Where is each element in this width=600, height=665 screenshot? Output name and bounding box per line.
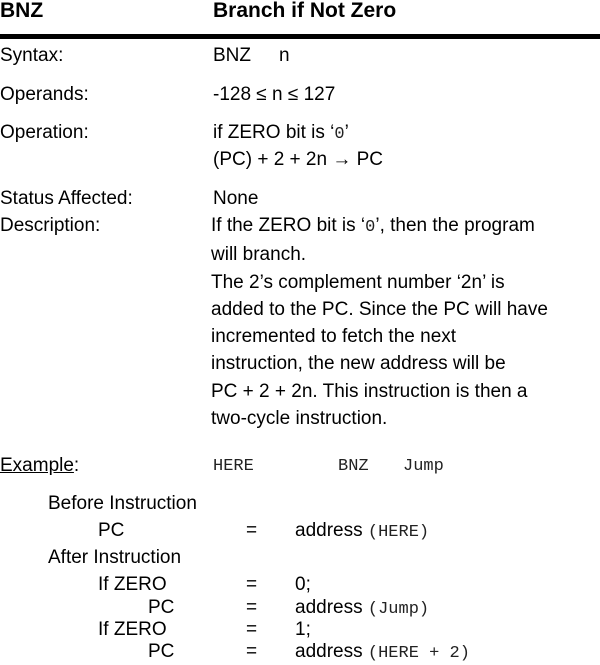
example-code-operand: Jump: [403, 457, 444, 476]
syntax-operand: n: [279, 45, 290, 66]
example-label: [0, 455, 79, 477]
mnemonic-heading: BNZ: [0, 0, 44, 22]
after-case1-pc-value-code: (Jump): [367, 600, 430, 619]
after-case2-equals: =: [246, 619, 258, 640]
operation-line-1-suffix: ’: [344, 122, 349, 143]
operation-line-1-prefix: if ZERO bit is ‘: [213, 122, 335, 143]
instruction-title: Branch if Not Zero: [213, 0, 397, 22]
after-case1-pc-value: [295, 597, 429, 621]
syntax-mnemonic: BNZ: [213, 45, 251, 66]
before-pc-equals: =: [246, 520, 258, 541]
example-label-text: Example: [0, 455, 74, 476]
after-case2-label: If ZERO: [98, 619, 167, 640]
after-case2-pc-value-code: (HERE + 2): [367, 644, 470, 663]
after-case2-pc-label: PC: [148, 641, 175, 662]
after-instruction-heading: After Instruction: [48, 547, 182, 568]
status-label: Status Affected:: [0, 188, 133, 209]
description-line: will branch.: [211, 244, 307, 266]
example-code-instruction: BNZ: [338, 457, 369, 476]
before-instruction-heading: Before Instruction: [48, 493, 197, 514]
after-case1-pc-label: PC: [148, 597, 175, 618]
status-value: None: [213, 188, 259, 209]
description-line: PC + 2 + 2n. This instruction is then a: [211, 380, 528, 402]
after-case1-pc-value-text: address: [295, 597, 363, 618]
after-case1-equals: =: [246, 574, 258, 595]
operation-line-2: (PC) + 2 + 2n → PC: [213, 149, 384, 170]
after-case1-pc-equals: =: [246, 597, 258, 618]
description-line-1-code: 0: [365, 218, 376, 237]
syntax-label: Syntax:: [0, 45, 64, 66]
description-line: two-cycle instruction.: [211, 408, 388, 430]
example-code-label: HERE: [213, 457, 254, 476]
description-line: incremented to fetch the next: [211, 326, 457, 348]
after-case2-pc-value: [295, 641, 470, 665]
after-case2-pc-equals: =: [246, 641, 258, 662]
before-pc-value-code: (HERE): [367, 523, 430, 542]
operands-range: -128 ≤ n ≤ 127: [213, 84, 336, 105]
after-case1-value: 0;: [295, 574, 311, 595]
operation-line-1-code: 0: [334, 125, 345, 144]
description-body: [211, 212, 600, 432]
after-case2-value: 1;: [295, 619, 311, 640]
description-line: [211, 212, 600, 241]
operation-label: Operation:: [0, 122, 89, 143]
before-pc-value-text: address: [295, 520, 363, 541]
description-line: instruction, the new address will be: [211, 353, 506, 375]
description-line: added to the PC. Since the PC will have: [211, 298, 548, 320]
description-line-1-suffix: ’, then the program: [375, 215, 535, 236]
operands-label: Operands:: [0, 84, 89, 105]
header-rule: [0, 34, 600, 39]
before-pc-label: PC: [98, 520, 125, 541]
example-label-colon: :: [73, 455, 80, 476]
operation-line-1: [213, 122, 349, 146]
after-case1-label: If ZERO: [98, 574, 167, 595]
description-label: Description:: [0, 215, 101, 236]
description-line-1-prefix: If the ZERO bit is ‘: [211, 215, 366, 236]
before-pc-value: [295, 520, 429, 544]
description-line: The 2’s complement number ‘2n’ is: [211, 271, 505, 293]
after-case2-pc-value-text: address: [295, 641, 363, 662]
